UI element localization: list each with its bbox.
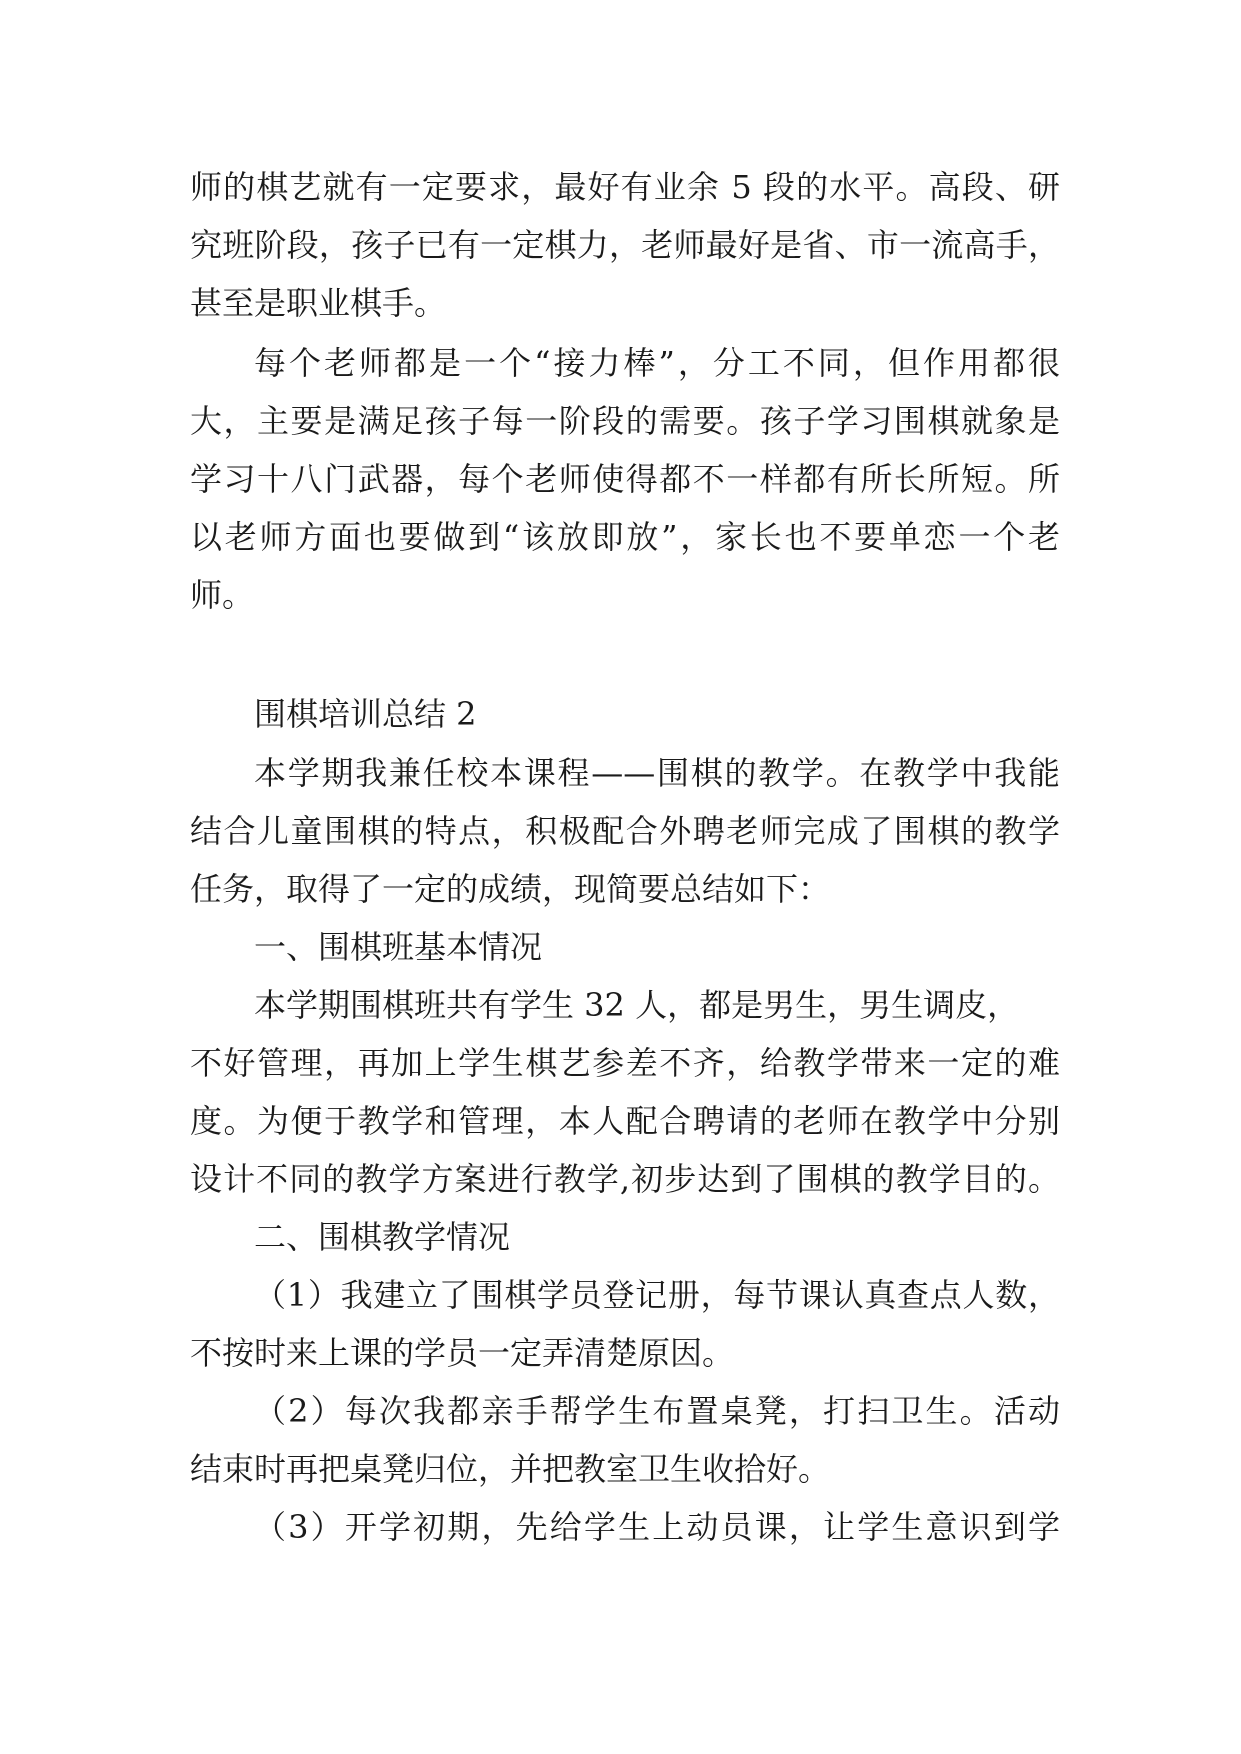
document-body <box>190 158 1060 1556</box>
text-line: 学习十八门武器，每个老师使得都不一样都有所长所短。所 <box>190 460 1060 498</box>
text-line: 以老师方面也要做到“该放即放”，家长也不要单恋一个老 <box>190 518 1060 556</box>
text-line: 结合儿童围棋的特点，积极配合外聘老师完成了围棋的教学 <box>190 812 1060 850</box>
text-line: 大，主要是满足孩子每一阶段的需要。孩子学习围棋就象是 <box>190 402 1060 440</box>
list-item <box>190 1382 1060 1498</box>
paragraph-class-situation <box>190 976 1060 1208</box>
text-line: 师。 <box>190 576 255 614</box>
list-item <box>190 1266 1060 1382</box>
text-line: 设计不同的教学方案进行教学,初步达到了围棋的教学目的。 <box>190 1160 1060 1198</box>
text-line: 不按时来上课的学员一定弄清楚原因。 <box>190 1334 735 1372</box>
text-line: 甚至是职业棋手。 <box>190 284 447 322</box>
heading-basic-situation: 一、围棋班基本情况 <box>254 928 543 966</box>
text-line: （3）开学初期，先给学生上动员课，让学生意识到学 <box>254 1508 1060 1546</box>
paragraph-continuation <box>190 158 1060 332</box>
section-title: 围棋培训总结 2 <box>254 695 477 733</box>
text-line: （2）每次我都亲手帮学生布置桌凳，打扫卫生。活动 <box>254 1392 1060 1430</box>
paragraph-intro <box>190 744 1060 918</box>
text-line: 任务，取得了一定的成绩，现简要总结如下： <box>190 870 831 908</box>
text-line: 本学期我兼任校本课程——围棋的教学。在教学中我能 <box>254 754 1060 792</box>
list-item <box>190 1498 1060 1556</box>
paragraph-relay-baton <box>190 334 1060 624</box>
text-line: 究班阶段，孩子已有一定棋力，老师最好是省、市一流高手， <box>190 226 1060 264</box>
text-line: （1）我建立了围棋学员登记册，每节课认真查点人数， <box>254 1276 1060 1314</box>
text-line: 度。为便于教学和管理，本人配合聘请的老师在教学中分别 <box>190 1102 1060 1140</box>
text-line: 结束时再把桌凳归位，并把教室卫生收拾好。 <box>190 1450 831 1488</box>
text-line: 师的棋艺就有一定要求，最好有业余 5 段的水平。高段、研 <box>190 168 1060 206</box>
section-spacer <box>190 624 1060 684</box>
text-line: 每个老师都是一个“接力棒”，分工不同，但作用都很 <box>254 344 1060 382</box>
text-line: 不好管理，再加上学生棋艺参差不齐，给教学带来一定的难 <box>190 1044 1060 1082</box>
heading-teaching-situation: 二、围棋教学情况 <box>254 1218 511 1256</box>
text-line: 本学期围棋班共有学生 32 人，都是男生，男生调皮， <box>254 986 1020 1024</box>
